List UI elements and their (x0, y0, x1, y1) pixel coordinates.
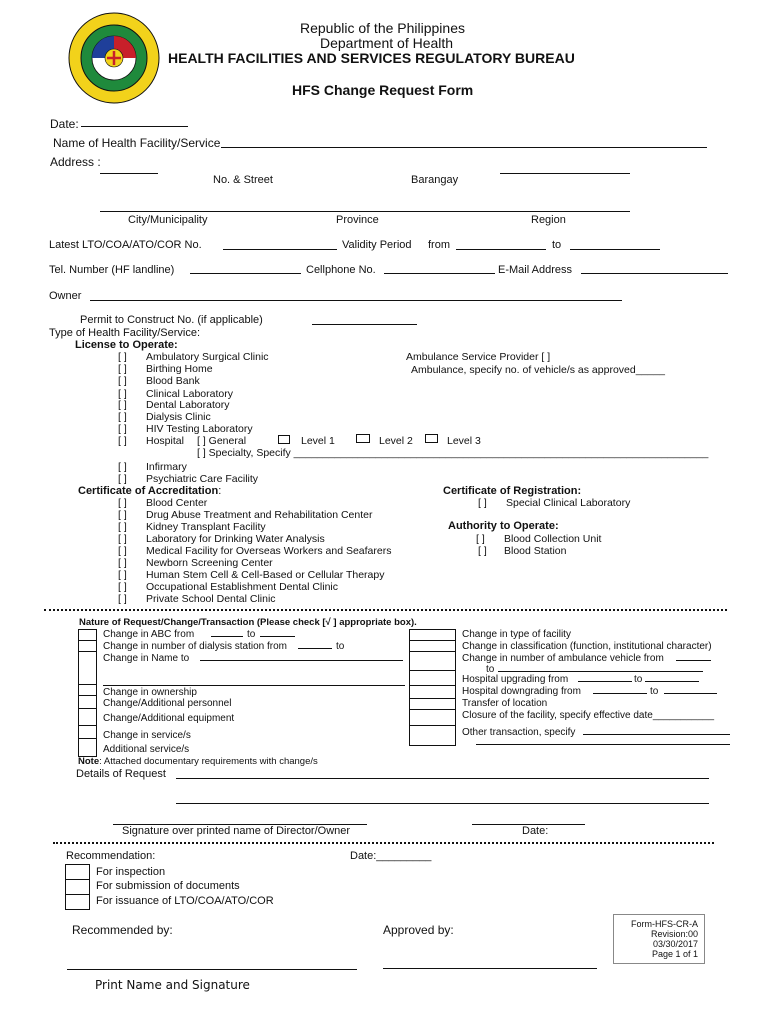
submission-label: For submission of documents (96, 880, 240, 892)
level1-label: Level 1 (301, 435, 335, 447)
facility-name-label: Name of Health Facility/Service (53, 136, 221, 150)
issuance-label: For issuance of LTO/COA/ATO/COR (96, 895, 274, 907)
change-classification-label: Change in classification (function, institutional character) (462, 641, 712, 652)
nature-heading: Nature of Request/Change/Transaction (Please check [√ ] appropriate box). (79, 617, 417, 628)
submission-checkbox[interactable] (65, 879, 90, 895)
inspection-label: For inspection (96, 866, 166, 878)
specialty-option[interactable]: [ ] Specialty, Specify _______________________________________________________________________ (197, 447, 709, 459)
email-field[interactable] (581, 273, 728, 274)
level3-label: Level 3 (447, 435, 481, 447)
ambulance-provider-option[interactable]: Ambulance Service Provider [ ] (406, 351, 551, 363)
inspection-checkbox[interactable] (65, 864, 90, 880)
additional-service-label: Additional service/s (103, 744, 190, 755)
license-bracket[interactable]: [ ] (118, 363, 127, 375)
change-dialysis-label: Change in number of dialysis station from (103, 641, 287, 652)
license-bracket[interactable]: [ ] (118, 423, 127, 435)
nature-right-checkbox[interactable] (409, 725, 456, 746)
change-dialysis-from-field[interactable] (298, 648, 332, 649)
license-bracket[interactable]: [ ] (118, 388, 127, 400)
change-abc-to-label: to (247, 629, 256, 640)
header-department: Department of Health (320, 35, 454, 51)
license-bracket[interactable]: [ ] (118, 375, 127, 387)
accreditation-item: Medical Facility for Overseas Workers and Seafarers (146, 545, 392, 557)
change-name-field[interactable] (200, 660, 403, 661)
authority-bracket-1[interactable]: [ ] (476, 533, 485, 545)
date-label: Date: (50, 117, 79, 131)
psychiatric-bracket[interactable]: [ ] (118, 473, 127, 485)
change-ambulance-from-field[interactable] (676, 660, 711, 661)
lto-field[interactable] (223, 249, 337, 250)
level1-checkbox[interactable] (278, 435, 290, 444)
level3-checkbox[interactable] (425, 434, 438, 443)
change-ambulance-to-label: to (486, 664, 495, 675)
transfer-location-label: Transfer of location (462, 698, 548, 709)
license-item: Dental Laboratory (146, 399, 230, 411)
header-bureau: HEALTH FACILITIES AND SERVICES REGULATORY BUREAU (168, 50, 575, 66)
recommended-by-field[interactable] (67, 969, 357, 970)
accreditation-bracket[interactable]: [ ] (118, 509, 127, 521)
email-label: E-Mail Address (498, 264, 572, 276)
psychiatric-label: Psychiatric Care Facility (146, 473, 259, 485)
recommendation-label: Recommendation: (66, 850, 156, 862)
accreditation-item: Human Stem Cell & Cell-Based or Cellular Therapy (146, 569, 385, 581)
change-ownership-label: Change in ownership (103, 687, 197, 698)
accreditation-bracket[interactable]: [ ] (118, 569, 127, 581)
change-abc-to-field[interactable] (260, 636, 295, 637)
license-bracket[interactable]: [ ] (118, 435, 127, 447)
change-equipment-label: Change/Additional equipment (103, 713, 235, 724)
signature-date-caption: Date: (522, 825, 549, 837)
accreditation-bracket[interactable]: [ ] (118, 593, 127, 605)
authority-item-2: Blood Station (504, 545, 567, 557)
change-abc-label: Change in ABC from (103, 629, 195, 640)
accreditation-item: Drug Abuse Treatment and Rehabilitation Center (146, 509, 373, 521)
accreditation-item: Kidney Transplant Facility (146, 521, 266, 533)
change-dialysis-to-label: to (336, 641, 345, 652)
dotted-separator-2 (53, 842, 714, 844)
address-barangay-field[interactable] (500, 173, 630, 174)
dotted-separator-1 (44, 609, 727, 611)
registration-heading: Certificate of Registration: (443, 485, 582, 497)
director-signature-caption: Signature over printed name of Director/Owner (122, 825, 351, 837)
region-caption: Region (531, 214, 566, 226)
other-transaction-field[interactable] (583, 734, 730, 735)
infirmary-bracket[interactable]: [ ] (118, 461, 127, 473)
accreditation-item: Laboratory for Drinking Water Analysis (146, 533, 325, 545)
cellphone-label: Cellphone No. (306, 264, 376, 276)
license-bracket[interactable]: [ ] (118, 351, 127, 363)
accreditation-heading: Certificate of Accreditation: (78, 485, 222, 497)
other-transaction-field-2[interactable] (476, 744, 730, 745)
doh-seal-icon (68, 12, 160, 104)
owner-field[interactable] (90, 300, 622, 301)
change-ambulance-to-field[interactable] (498, 671, 703, 672)
approved-by-label: Approved by: (383, 923, 454, 937)
accreditation-item: Blood Center (146, 497, 208, 509)
permit-label: Permit to Construct No. (if applicable) (80, 314, 263, 326)
downgrading-from-field[interactable] (593, 693, 647, 694)
accreditation-bracket[interactable]: [ ] (118, 557, 127, 569)
level2-label: Level 2 (379, 435, 413, 447)
change-abc-from-field[interactable] (211, 636, 243, 637)
details-field-1[interactable] (176, 778, 709, 779)
infirmary-label: Infirmary (146, 461, 187, 473)
barangay-caption: Barangay (411, 174, 459, 186)
registration-item: Special Clinical Laboratory (506, 497, 631, 509)
hospital-upgrading-label: Hospital upgrading from (462, 674, 569, 685)
province-caption: Province (336, 214, 379, 226)
other-transaction-label: Other transaction, specify (462, 727, 576, 738)
authority-bracket-2[interactable]: [ ] (478, 545, 487, 557)
license-item: Hospital (146, 435, 184, 447)
type-label: Type of Health Facility/Service: (49, 327, 201, 339)
accreditation-bracket[interactable]: [ ] (118, 497, 127, 509)
form-revision: Revision:00 (650, 929, 698, 939)
level2-checkbox[interactable] (356, 434, 370, 443)
ambulance-specify[interactable]: Ambulance, specify no. of vehicle/s as approved_____ (411, 364, 665, 376)
note-text: Note: Attached documentary requirements with change/s (78, 756, 318, 767)
header-republic: Republic of the Philippines (300, 20, 465, 36)
details-label: Details of Request (76, 768, 166, 780)
validity-from-label: from (428, 239, 450, 251)
lto-label: Latest LTO/COA/ATO/COR No. (49, 239, 202, 251)
license-item: Blood Bank (146, 375, 200, 387)
cellphone-field[interactable] (384, 273, 495, 274)
license-bracket[interactable]: [ ] (118, 411, 127, 423)
print-name-label: Print Name and Signature (95, 978, 250, 992)
validity-to-label: to (552, 239, 562, 251)
form-code-box (613, 914, 705, 964)
license-bracket[interactable]: [ ] (118, 399, 127, 411)
owner-label: Owner (49, 290, 82, 302)
tel-label: Tel. Number (HF landline) (49, 264, 175, 276)
upgrading-to-field[interactable] (645, 681, 699, 682)
registration-bracket[interactable]: [ ] (478, 497, 487, 509)
validity-label: Validity Period (342, 239, 412, 251)
upgrading-from-field[interactable] (578, 681, 632, 682)
address-city-line[interactable] (100, 211, 630, 212)
form-title: HFS Change Request Form (292, 82, 474, 98)
street-caption: No. & Street (213, 174, 273, 186)
tel-field[interactable] (190, 273, 301, 274)
change-name-field-2[interactable] (103, 685, 405, 686)
downgrading-to-field[interactable] (664, 693, 717, 694)
approved-by-field[interactable] (383, 968, 597, 969)
change-type-label: Change in type of facility (462, 629, 571, 640)
city-caption: City/Municipality (128, 214, 208, 226)
accreditation-item: Newborn Screening Center (146, 557, 273, 569)
form-page: Page 1 of 1 (651, 949, 698, 959)
hospital-general-option[interactable]: [ ] General (197, 435, 247, 447)
change-service-label: Change in service/s (103, 730, 191, 741)
downgrading-to-label: to (650, 686, 659, 697)
change-personnel-label: Change/Additional personnel (103, 698, 232, 709)
license-item: HIV Testing Laboratory (146, 423, 253, 435)
permit-field[interactable] (312, 324, 417, 325)
authority-item-1: Blood Collection Unit (504, 533, 602, 545)
nature-right-checkbox[interactable] (409, 651, 456, 672)
recommended-by-label: Recommended by: (72, 923, 173, 937)
validity-from-field[interactable] (456, 249, 546, 250)
address-street-field[interactable] (100, 173, 158, 174)
authority-heading: Authority to Operate: (448, 520, 559, 532)
issuance-checkbox[interactable] (65, 894, 90, 910)
form-date: 03/30/2017 (652, 939, 698, 949)
accreditation-bracket[interactable]: [ ] (118, 533, 127, 545)
license-item: Clinical Laboratory (146, 388, 233, 400)
accreditation-bracket[interactable]: [ ] (118, 521, 127, 533)
accreditation-bracket[interactable]: [ ] (118, 581, 127, 593)
license-item: Birthing Home (146, 363, 213, 375)
nature-left-checkbox[interactable] (78, 651, 97, 686)
accreditation-bracket[interactable]: [ ] (118, 545, 127, 557)
form-code: Form-HFS-CR-A (631, 919, 698, 929)
hospital-downgrading-label: Hospital downgrading from (462, 686, 581, 697)
accreditation-item: Occupational Establishment Dental Clinic (146, 581, 339, 593)
accreditation-item: Private School Dental Clinic (146, 593, 276, 605)
nature-left-checkbox[interactable] (78, 738, 97, 757)
change-name-label: Change in Name to (103, 653, 190, 664)
license-heading: License to Operate: (75, 339, 178, 351)
change-ambulance-label: Change in number of ambulance vehicle from (462, 653, 664, 664)
facility-name-field[interactable] (221, 147, 707, 148)
address-label: Address : (50, 155, 101, 169)
details-field-2[interactable] (176, 803, 709, 804)
closure-label: Closure of the facility, specify effective date___________ (462, 710, 715, 721)
recommendation-date: Date:_________ (350, 850, 432, 862)
date-field[interactable] (81, 126, 188, 127)
validity-to-field[interactable] (570, 249, 660, 250)
upgrading-to-label: to (634, 674, 643, 685)
license-item: Ambulatory Surgical Clinic (146, 351, 269, 363)
license-item: Dialysis Clinic (146, 411, 211, 423)
